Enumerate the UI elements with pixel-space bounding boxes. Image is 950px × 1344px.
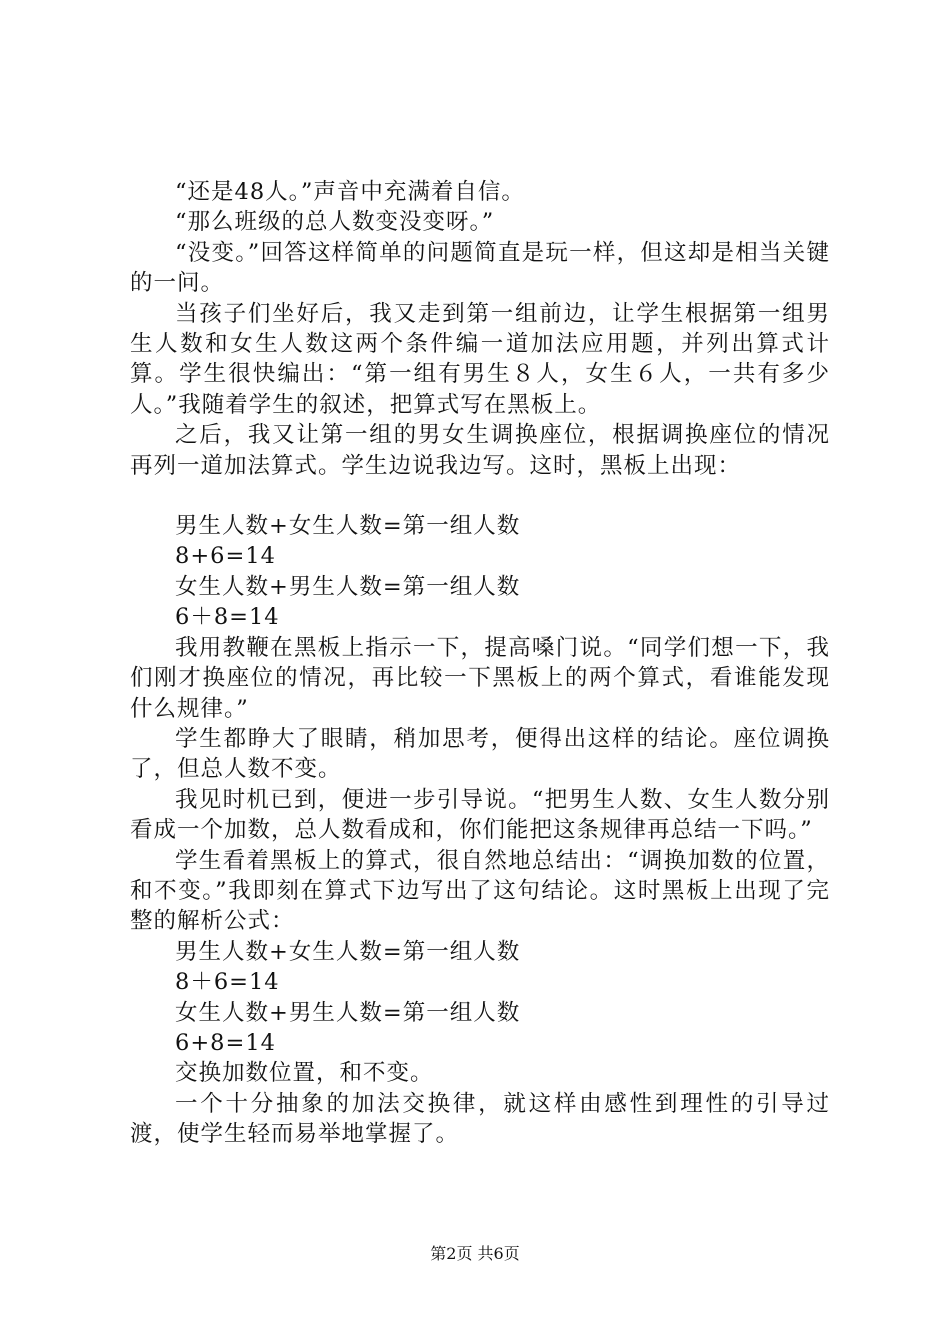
page-number: 第2页 共6页 xyxy=(430,1244,520,1263)
formula-line: 8+6=14 xyxy=(175,543,276,570)
blank-line xyxy=(130,481,830,511)
paragraph: 当孩子们坐好后，我又走到第一组前边，让学生根据第一组男生人数和女生人数这两个条件编一道加法应用题，并列出算式计算。学生很快编出：“第一组有男生８人，女生６人，一共有多少人。”我随着学生的叙述，把算式写在黑板上。 xyxy=(130,300,830,418)
paragraph: “那么班级的总人数变没变呀。” xyxy=(175,209,495,236)
formula-line: 8＋6=14 xyxy=(175,969,280,996)
document-body xyxy=(130,177,830,1150)
paragraph: 我见时机已到，便进一步引导说。“把男生人数、女生人数分别看成一个加数，总人数看成和，你们能把这条规律再总结一下吗。” xyxy=(130,786,830,844)
paragraph: 学生都睁大了眼睛，稍加思考，便得出这样的结论。座位调换了，但总人数不变。 xyxy=(130,725,830,783)
paragraph: 一个十分抽象的加法交换律，就这样由感性到理性的引导过渡，使学生轻而易举地掌握了。 xyxy=(130,1090,830,1148)
paragraph: “没变。”回答这样简单的问题简直是玩一样，但这却是相当关键的一问。 xyxy=(130,239,830,297)
formula-line: 女生人数+男生人数=第一组人数 xyxy=(175,573,521,600)
paragraph: “还是48人。”声音中充满着自信。 xyxy=(175,179,525,205)
formula-line: 女生人数+男生人数=第一组人数 xyxy=(175,999,521,1026)
formula-line: 6＋8=14 xyxy=(175,604,280,631)
formula-line: 男生人数+女生人数=第一组人数 xyxy=(175,938,521,965)
conclusion-line: 交换加数位置，和不变。 xyxy=(175,1060,434,1087)
formula-line: 男生人数+女生人数=第一组人数 xyxy=(175,513,521,540)
paragraph: 我用教鞭在黑板上指示一下，提高嗓门说。“同学们想一下，我们刚才换座位的情况，再比较一下黑板上的两个算式，看谁能发现什么规律。” xyxy=(130,634,830,722)
paragraph: 之后，我又让第一组的男女生调换座位，根据调换座位的情况再列一道加法算式。学生边说我边写。这时，黑板上出现： xyxy=(130,422,830,479)
paragraph: 学生看着黑板上的算式，很自然地总结出：“调换加数的位置，和不变。”我即刻在算式下边写出了这句结论。这时黑板上出现了完整的解析公式： xyxy=(130,847,830,935)
formula-line: 6+8=14 xyxy=(175,1029,276,1056)
